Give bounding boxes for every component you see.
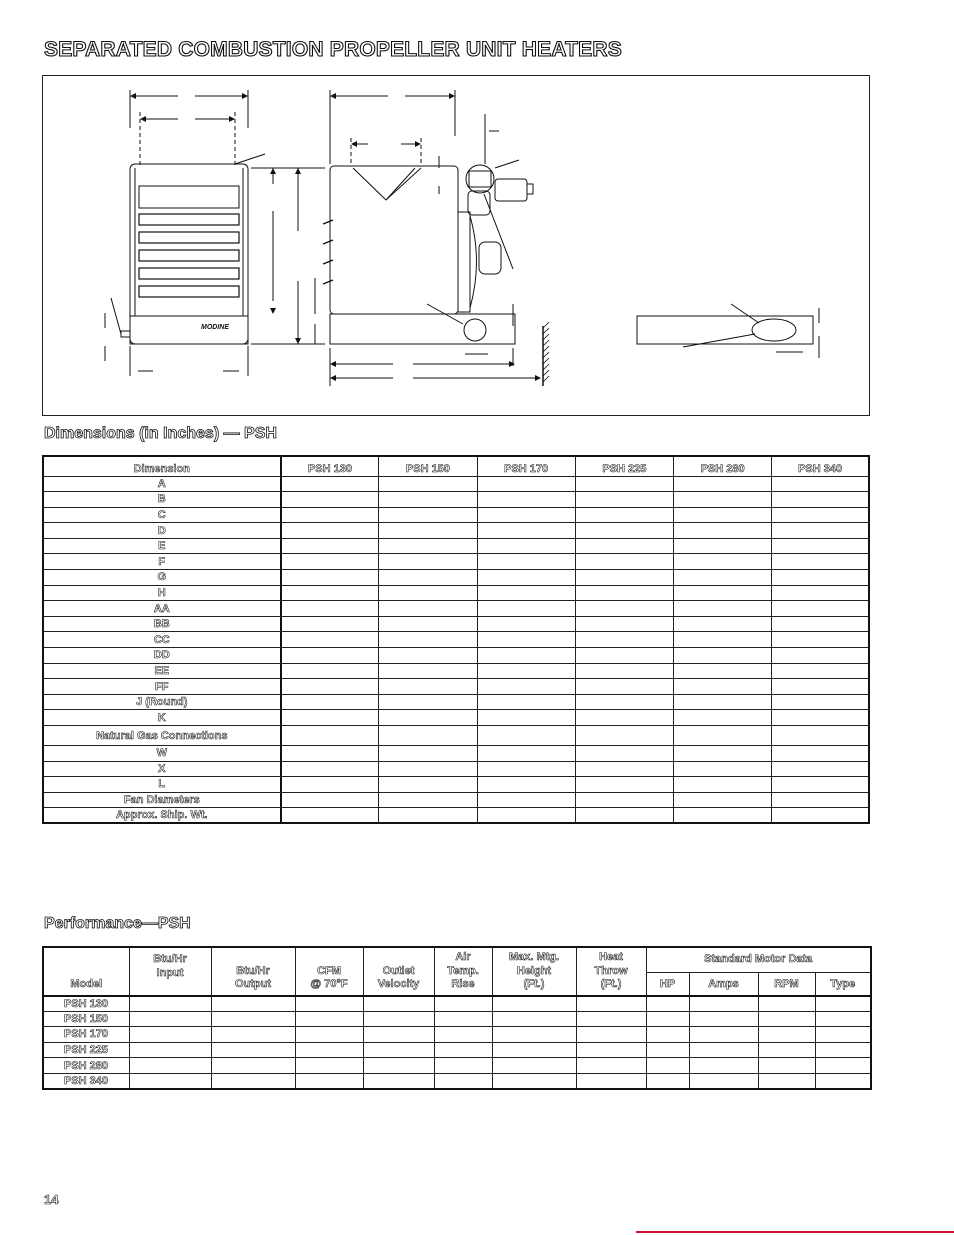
dimension-label: D [43, 523, 281, 539]
dimensions-header-cell: PSH 130 [281, 456, 379, 476]
dimensions-title: Dimensions (in Inches) — PSH [44, 425, 277, 442]
performance-value-cell [434, 1011, 492, 1027]
dimension-value-cell [281, 663, 379, 679]
performance-value-cell [815, 996, 871, 1012]
dimension-value-cell [772, 492, 869, 508]
dimension-value-cell [674, 761, 772, 777]
dimension-value-cell [281, 538, 379, 554]
dimension-row [43, 648, 869, 664]
header-max-mtg-height: Max. Mtg. Height (Ft.) [492, 947, 576, 996]
dimension-label: C [43, 507, 281, 523]
performance-value-cell [492, 1011, 576, 1027]
performance-row [43, 1073, 871, 1089]
dimension-label: J (Round) [43, 694, 281, 710]
dimension-value-cell [281, 632, 379, 648]
performance-value-cell [646, 1073, 689, 1089]
dimension-value-cell [772, 632, 869, 648]
model-label: PSH 280 [43, 1058, 129, 1074]
performance-row [43, 996, 871, 1012]
dimension-value-cell [477, 585, 575, 601]
dimension-value-cell [281, 648, 379, 664]
dimension-label: BB [43, 616, 281, 632]
dimension-value-cell [772, 476, 869, 492]
dimension-value-cell [477, 570, 575, 586]
dimension-value-cell [772, 601, 869, 617]
performance-value-cell [576, 1042, 646, 1058]
dimension-value-cell [281, 492, 379, 508]
dimension-row [43, 538, 869, 554]
dimension-value-cell [674, 601, 772, 617]
dimension-value-cell [674, 663, 772, 679]
dimension-value-cell [281, 792, 379, 808]
dimension-value-cell [477, 663, 575, 679]
brand-logo: MODINE [201, 324, 229, 331]
performance-value-cell [492, 1027, 576, 1043]
dimension-value-cell [674, 507, 772, 523]
dimension-value-cell [674, 792, 772, 808]
dimension-value-cell [281, 507, 379, 523]
performance-value-cell [689, 1058, 758, 1074]
dimension-value-cell [772, 808, 869, 824]
header-outlet-velocity: Outlet Velocity [363, 947, 434, 996]
performance-value-cell [129, 996, 211, 1012]
dimension-value-cell [575, 554, 673, 570]
dimension-row [43, 679, 869, 695]
dimension-value-cell [379, 570, 477, 586]
dimension-row [43, 616, 869, 632]
header-btu-output: Btu/Hr Output [211, 947, 295, 996]
model-label: PSH 150 [43, 1011, 129, 1027]
dimension-value-cell [379, 694, 477, 710]
dimension-value-cell [477, 648, 575, 664]
performance-value-cell [295, 1027, 363, 1043]
dimension-value-cell [477, 476, 575, 492]
dimension-value-cell [477, 726, 575, 746]
dimension-value-cell [477, 632, 575, 648]
performance-value-cell [576, 1058, 646, 1074]
performance-value-cell [646, 1027, 689, 1043]
header-hp: HP [646, 973, 689, 996]
dimension-value-cell [772, 538, 869, 554]
performance-value-cell [646, 1042, 689, 1058]
dimensions-table [42, 455, 870, 824]
dimension-row [43, 808, 869, 824]
model-label: PSH 130 [43, 996, 129, 1012]
dimension-value-cell [379, 792, 477, 808]
dimension-label: AA [43, 601, 281, 617]
dimension-value-cell [772, 694, 869, 710]
dimension-value-cell [281, 746, 379, 762]
performance-value-cell [758, 996, 815, 1012]
performance-value-cell [576, 1027, 646, 1043]
dimension-value-cell [379, 554, 477, 570]
dimension-value-cell [379, 585, 477, 601]
dimension-row [43, 507, 869, 523]
performance-value-cell [758, 1058, 815, 1074]
header-model: Model [43, 947, 129, 996]
dimension-value-cell [281, 476, 379, 492]
dimension-value-cell [772, 710, 869, 726]
dimension-value-cell [477, 694, 575, 710]
performance-value-cell [646, 1011, 689, 1027]
dimension-value-cell [477, 616, 575, 632]
dimension-value-cell [674, 746, 772, 762]
dimension-value-cell [281, 585, 379, 601]
dimension-value-cell [674, 694, 772, 710]
dimension-label: Fan Diameters [43, 792, 281, 808]
performance-value-cell [492, 1073, 576, 1089]
performance-value-cell [576, 1011, 646, 1027]
dimension-value-cell [379, 492, 477, 508]
dimension-value-cell [281, 726, 379, 746]
performance-value-cell [129, 1058, 211, 1074]
performance-value-cell [363, 1058, 434, 1074]
dimension-value-cell [674, 777, 772, 793]
dimension-value-cell [772, 726, 869, 746]
dimension-row [43, 761, 869, 777]
dimension-value-cell [575, 694, 673, 710]
dimension-label: G [43, 570, 281, 586]
dimension-value-cell [477, 777, 575, 793]
performance-value-cell [689, 1073, 758, 1089]
performance-value-cell [129, 1042, 211, 1058]
dimension-label: E [43, 538, 281, 554]
dimension-value-cell [379, 648, 477, 664]
dimension-value-cell [674, 726, 772, 746]
performance-title: Performance—PSH [44, 915, 191, 932]
dimension-value-cell [674, 808, 772, 824]
performance-value-cell [434, 1073, 492, 1089]
dimension-value-cell [772, 616, 869, 632]
dimension-value-cell [281, 554, 379, 570]
dimension-value-cell [575, 476, 673, 492]
performance-value-cell [758, 1073, 815, 1089]
performance-value-cell [576, 996, 646, 1012]
dimension-value-cell [379, 746, 477, 762]
dimension-row [43, 476, 869, 492]
performance-value-cell [129, 1073, 211, 1089]
dimension-value-cell [575, 726, 673, 746]
performance-value-cell [211, 1042, 295, 1058]
header-motor-group: Standard Motor Data [646, 947, 871, 973]
header-air-temp-rise: Air Temp. Rise [434, 947, 492, 996]
dimension-value-cell [772, 507, 869, 523]
dimension-value-cell [772, 570, 869, 586]
dimension-label: Natural Gas Connections [43, 726, 281, 746]
dimension-label: A [43, 476, 281, 492]
dimension-value-cell [379, 761, 477, 777]
header-rpm: RPM [758, 973, 815, 996]
dimension-row [43, 554, 869, 570]
header-heat-throw: Heat Throw (Ft.) [576, 947, 646, 996]
header-amps: Amps [689, 973, 758, 996]
dimension-value-cell [281, 570, 379, 586]
dimension-value-cell [575, 632, 673, 648]
performance-value-cell [295, 1042, 363, 1058]
dimension-value-cell [281, 777, 379, 793]
performance-value-cell [434, 1058, 492, 1074]
dimension-row [43, 570, 869, 586]
performance-value-cell [363, 996, 434, 1012]
dimension-value-cell [281, 694, 379, 710]
dimension-value-cell [379, 663, 477, 679]
dimension-label: DD [43, 648, 281, 664]
performance-value-cell [211, 996, 295, 1012]
dimension-label: W [43, 746, 281, 762]
performance-row [43, 1011, 871, 1027]
performance-value-cell [815, 1011, 871, 1027]
performance-value-cell [689, 1027, 758, 1043]
dimension-row [43, 746, 869, 762]
dimension-value-cell [575, 777, 673, 793]
dimension-value-cell [477, 554, 575, 570]
dimension-value-cell [575, 585, 673, 601]
performance-value-cell [295, 996, 363, 1012]
dimensions-header-cell: Dimension [43, 456, 281, 476]
dimension-value-cell [477, 523, 575, 539]
dimensions-header-cell: PSH 170 [477, 456, 575, 476]
dimension-label: K [43, 710, 281, 726]
performance-value-cell [211, 1027, 295, 1043]
performance-value-cell [815, 1027, 871, 1043]
dimension-row [43, 694, 869, 710]
dimensions-header-cell: PSH 340 [772, 456, 869, 476]
performance-value-cell [363, 1027, 434, 1043]
page-number: 14 [44, 1192, 59, 1207]
dimension-value-cell [772, 777, 869, 793]
dimension-row [43, 601, 869, 617]
dimension-row [43, 523, 869, 539]
dimension-value-cell [674, 492, 772, 508]
dimension-value-cell [477, 679, 575, 695]
dimension-value-cell [674, 538, 772, 554]
dimension-value-cell [379, 710, 477, 726]
dimension-value-cell [575, 616, 673, 632]
bottom-view [637, 304, 819, 358]
dimension-row [43, 632, 869, 648]
dimension-value-cell [575, 570, 673, 586]
dimension-value-cell [477, 492, 575, 508]
dimensions-header-cell: PSH 225 [575, 456, 673, 476]
dimension-value-cell [477, 538, 575, 554]
side-view [315, 90, 549, 386]
dimension-value-cell [674, 476, 772, 492]
performance-value-cell [492, 1042, 576, 1058]
dimension-value-cell [575, 792, 673, 808]
performance-value-cell [815, 1042, 871, 1058]
dimension-value-cell [379, 601, 477, 617]
dimension-value-cell [575, 808, 673, 824]
dimension-value-cell [379, 476, 477, 492]
performance-value-cell [646, 996, 689, 1012]
dimension-row [43, 726, 869, 746]
dimension-value-cell [379, 523, 477, 539]
performance-value-cell [689, 1011, 758, 1027]
dimension-row [43, 492, 869, 508]
performance-value-cell [689, 1042, 758, 1058]
performance-value-cell [576, 1073, 646, 1089]
dimension-label: Approx. Ship. Wt. [43, 808, 281, 824]
dimension-row [43, 663, 869, 679]
dimension-value-cell [772, 746, 869, 762]
dimension-value-cell [379, 726, 477, 746]
dimension-value-cell [674, 523, 772, 539]
dimension-value-cell [674, 710, 772, 726]
dimension-label: F [43, 554, 281, 570]
performance-value-cell [434, 996, 492, 1012]
performance-value-cell [295, 1058, 363, 1074]
performance-value-cell [758, 1011, 815, 1027]
footer-accent-rule [636, 1231, 954, 1233]
performance-table [42, 946, 872, 1090]
performance-value-cell [815, 1073, 871, 1089]
dimension-label: L [43, 777, 281, 793]
dimension-value-cell [575, 710, 673, 726]
dimension-row [43, 710, 869, 726]
dimension-value-cell [575, 507, 673, 523]
dimension-value-cell [281, 710, 379, 726]
dimension-value-cell [281, 601, 379, 617]
header-type: Type [815, 973, 871, 996]
dimension-value-cell [772, 761, 869, 777]
dimension-diagram [42, 75, 870, 416]
front-view [105, 90, 325, 376]
performance-value-cell [758, 1042, 815, 1058]
performance-value-cell [211, 1073, 295, 1089]
dimension-value-cell [477, 792, 575, 808]
dimension-value-cell [772, 523, 869, 539]
dimension-value-cell [477, 601, 575, 617]
dimension-value-cell [772, 792, 869, 808]
dimension-value-cell [379, 507, 477, 523]
dimension-value-cell [772, 679, 869, 695]
performance-value-cell [363, 1073, 434, 1089]
dimension-value-cell [379, 538, 477, 554]
dimension-value-cell [477, 710, 575, 726]
dimension-row [43, 777, 869, 793]
dimension-value-cell [772, 554, 869, 570]
dimension-value-cell [772, 648, 869, 664]
performance-value-cell [363, 1011, 434, 1027]
dimension-value-cell [379, 616, 477, 632]
performance-row [43, 1027, 871, 1043]
performance-value-cell [363, 1042, 434, 1058]
dimension-value-cell [674, 554, 772, 570]
header-btu-input: Btu/Hr Input [129, 947, 211, 996]
dimension-value-cell [379, 632, 477, 648]
dimension-value-cell [281, 523, 379, 539]
performance-value-cell [211, 1058, 295, 1074]
dimension-value-cell [379, 679, 477, 695]
dimension-row [43, 585, 869, 601]
dimension-value-cell [674, 570, 772, 586]
dimension-value-cell [281, 808, 379, 824]
dimension-value-cell [575, 523, 673, 539]
model-label: PSH 170 [43, 1027, 129, 1043]
performance-value-cell [129, 1027, 211, 1043]
dimension-value-cell [575, 761, 673, 777]
dimension-label: H [43, 585, 281, 601]
dimension-value-cell [674, 616, 772, 632]
performance-value-cell [295, 1073, 363, 1089]
dimension-value-cell [281, 761, 379, 777]
dimension-value-cell [575, 679, 673, 695]
dimension-value-cell [477, 808, 575, 824]
dimensions-header-cell: PSH 150 [379, 456, 477, 476]
header-cfm: CFM @ 70°F [295, 947, 363, 996]
dimension-label: CC [43, 632, 281, 648]
dimension-value-cell [674, 648, 772, 664]
performance-value-cell [758, 1027, 815, 1043]
dimension-value-cell [379, 777, 477, 793]
dimension-value-cell [674, 585, 772, 601]
performance-value-cell [492, 1058, 576, 1074]
dimension-value-cell [575, 492, 673, 508]
dimension-label: EE [43, 663, 281, 679]
dimension-value-cell [477, 746, 575, 762]
performance-value-cell [646, 1058, 689, 1074]
performance-row [43, 1042, 871, 1058]
model-label: PSH 225 [43, 1042, 129, 1058]
dimension-label: B [43, 492, 281, 508]
performance-value-cell [815, 1058, 871, 1074]
performance-value-cell [434, 1027, 492, 1043]
performance-value-cell [129, 1011, 211, 1027]
dimensions-header-cell: PSH 280 [674, 456, 772, 476]
dimension-row [43, 792, 869, 808]
performance-value-cell [211, 1011, 295, 1027]
dimension-value-cell [281, 679, 379, 695]
dimension-value-cell [477, 507, 575, 523]
dimension-value-cell [575, 538, 673, 554]
dimension-value-cell [772, 663, 869, 679]
dimension-label: FF [43, 679, 281, 695]
model-label: PSH 340 [43, 1073, 129, 1089]
page-title: SEPARATED COMBUSTION PROPELLER UNIT HEATERS [44, 38, 622, 61]
performance-value-cell [295, 1011, 363, 1027]
dimension-value-cell [674, 632, 772, 648]
dimension-value-cell [575, 648, 673, 664]
dimension-value-cell [575, 663, 673, 679]
dimension-value-cell [674, 679, 772, 695]
dimensions-header-row [43, 456, 869, 476]
dimension-value-cell [281, 616, 379, 632]
dimension-label: X [43, 761, 281, 777]
dimension-value-cell [772, 585, 869, 601]
dimension-value-cell [379, 808, 477, 824]
dimension-value-cell [575, 746, 673, 762]
dimension-value-cell [477, 761, 575, 777]
dimension-value-cell [575, 601, 673, 617]
performance-value-cell [492, 996, 576, 1012]
performance-value-cell [689, 996, 758, 1012]
performance-row [43, 1058, 871, 1074]
performance-value-cell [434, 1042, 492, 1058]
